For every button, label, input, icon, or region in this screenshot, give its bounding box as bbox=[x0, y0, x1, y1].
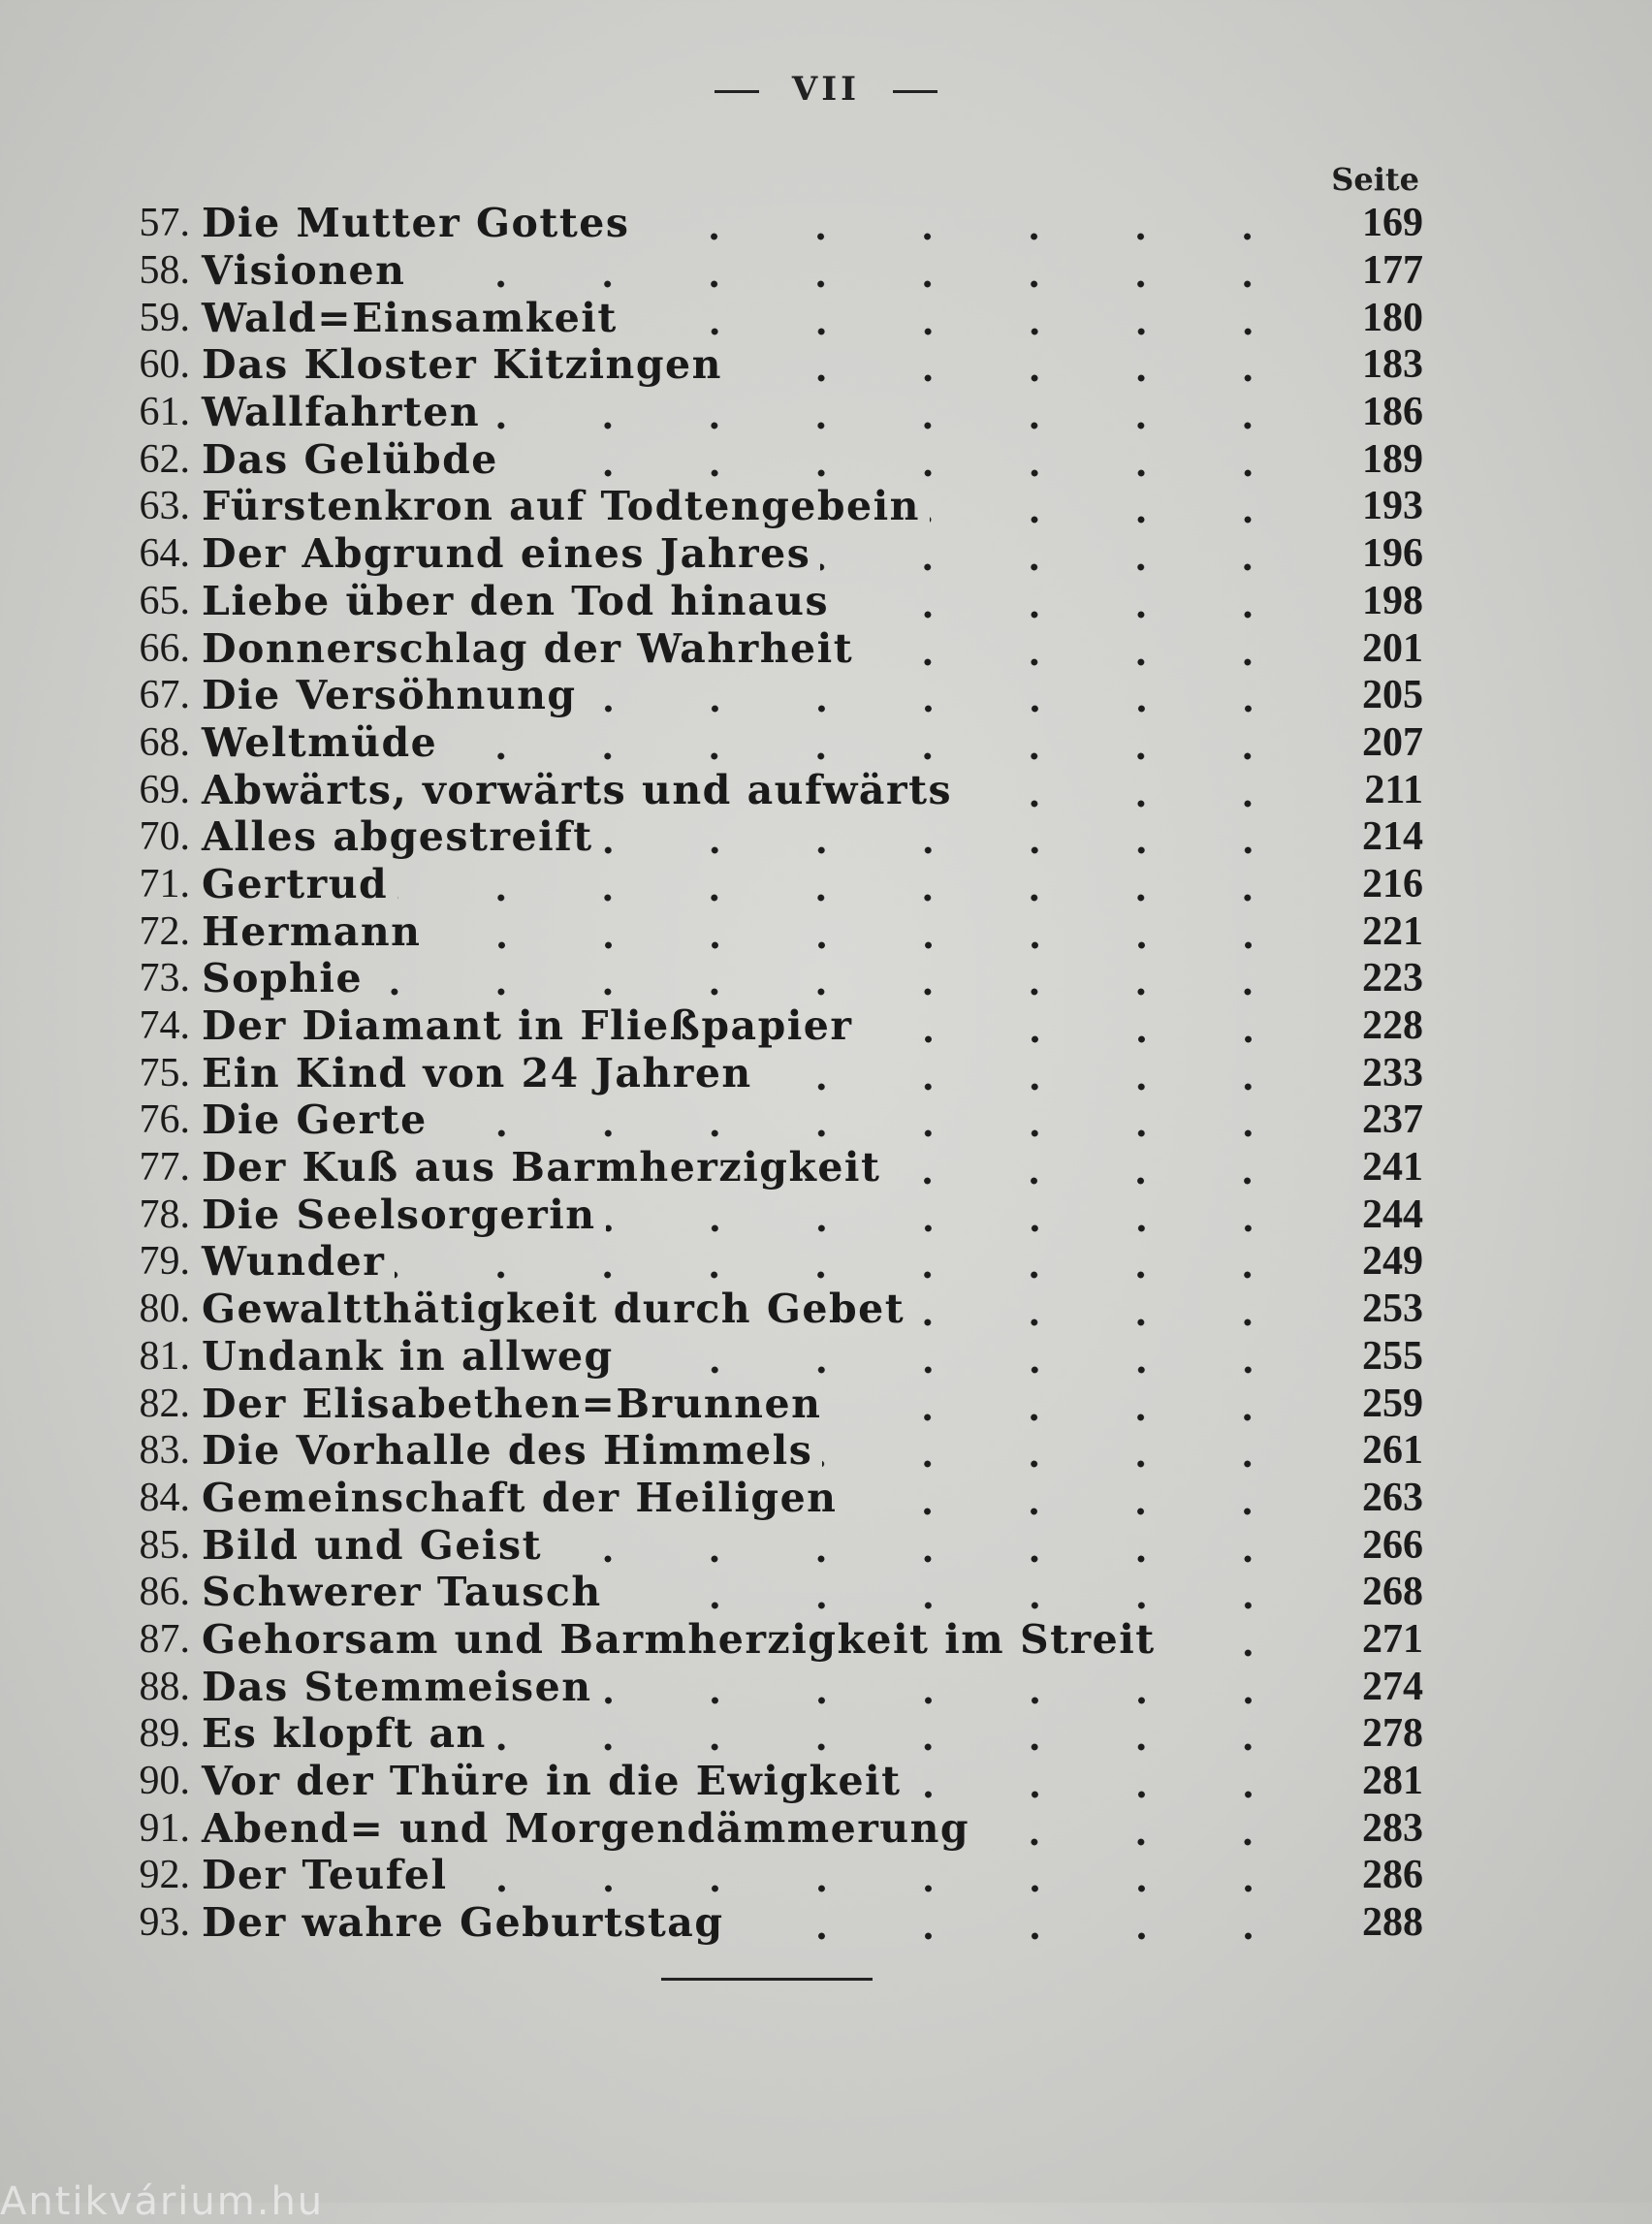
entry-page-number: 278 bbox=[1362, 1711, 1423, 1757]
dot-leader bbox=[627, 295, 1301, 341]
entry-number: 67. bbox=[139, 673, 190, 718]
entry-number: 68. bbox=[139, 719, 190, 765]
toc-entry bbox=[107, 766, 1423, 813]
entry-page-number: 288 bbox=[1362, 1900, 1423, 1946]
entry-title: Die Versöhnung bbox=[202, 672, 577, 719]
entry-page-number: 253 bbox=[1362, 1287, 1423, 1332]
entry-title: Das Gelübde bbox=[202, 435, 498, 483]
entry-page-number: 259 bbox=[1362, 1381, 1423, 1426]
entry-number: 91. bbox=[139, 1805, 190, 1851]
entry-title: Visionen bbox=[202, 247, 406, 295]
entry-page-number: 286 bbox=[1362, 1853, 1423, 1898]
entry-page-number: 281 bbox=[1362, 1759, 1423, 1804]
toc-entry bbox=[107, 1427, 1423, 1475]
dot-leader bbox=[820, 530, 1301, 577]
page-column-label: Seite bbox=[1331, 161, 1419, 198]
toc-entry bbox=[107, 907, 1423, 955]
dot-leader bbox=[914, 1286, 1301, 1332]
dot-leader bbox=[623, 1333, 1301, 1380]
entry-title: Das Stemmeisen bbox=[202, 1663, 592, 1710]
page-header bbox=[0, 70, 1652, 109]
entry-page-number: 216 bbox=[1362, 861, 1423, 906]
entry-title: Es klopft an bbox=[202, 1710, 487, 1758]
entry-number: 65. bbox=[139, 578, 190, 623]
watermark: Antikvárium.hu bbox=[0, 2179, 325, 2224]
entry-number: 72. bbox=[139, 908, 190, 954]
dot-leader bbox=[846, 1475, 1301, 1521]
dot-leader bbox=[496, 1710, 1301, 1757]
entry-number: 90. bbox=[139, 1759, 190, 1804]
dot-leader bbox=[602, 1664, 1301, 1710]
entry-page-number: 214 bbox=[1362, 814, 1423, 860]
entry-number: 70. bbox=[139, 814, 190, 860]
dot-leader bbox=[890, 1144, 1301, 1191]
dot-leader bbox=[552, 1522, 1301, 1569]
toc-entry bbox=[107, 1710, 1423, 1758]
toc-entry bbox=[107, 1144, 1423, 1191]
entry-title: Gewaltthätigkeit durch Gebet bbox=[202, 1286, 905, 1333]
entry-page-number: 180 bbox=[1362, 295, 1423, 340]
entry-number: 86. bbox=[139, 1570, 190, 1615]
toc-entry bbox=[107, 672, 1423, 719]
entry-number: 83. bbox=[139, 1428, 190, 1474]
entry-page-number: 193 bbox=[1362, 484, 1423, 529]
entry-title: Weltmüde bbox=[202, 718, 438, 766]
entry-page-number: 249 bbox=[1362, 1239, 1423, 1285]
toc-entry bbox=[107, 813, 1423, 861]
dot-leader bbox=[606, 1191, 1301, 1238]
dot-leader bbox=[734, 1899, 1301, 1946]
dot-leader bbox=[587, 672, 1301, 718]
dot-leader bbox=[863, 625, 1301, 672]
entry-number: 77. bbox=[139, 1145, 190, 1191]
dot-leader bbox=[395, 1238, 1301, 1285]
entry-page-number: 261 bbox=[1362, 1428, 1423, 1474]
entry-title: Wald=Einsamkeit bbox=[202, 294, 618, 341]
entry-page-number: 177 bbox=[1362, 248, 1423, 294]
entry-title: Donnerschlag der Wahrheit bbox=[202, 624, 854, 672]
entry-page-number: 274 bbox=[1362, 1664, 1423, 1709]
entry-number: 59. bbox=[139, 295, 190, 340]
dot-leader bbox=[962, 767, 1301, 813]
entry-number: 66. bbox=[139, 625, 190, 671]
entry-number: 82. bbox=[139, 1381, 190, 1426]
entry-title: Alles abgestreift bbox=[202, 813, 593, 861]
dot-leader bbox=[762, 1050, 1301, 1096]
toc-entry bbox=[107, 1238, 1423, 1286]
entry-page-number: 221 bbox=[1362, 908, 1423, 954]
toc-entry bbox=[107, 1475, 1423, 1522]
toc-entry bbox=[107, 1758, 1423, 1805]
entry-title: Der Teufel bbox=[202, 1852, 448, 1899]
entry-number: 62. bbox=[139, 436, 190, 482]
entry-title: Die Gerte bbox=[202, 1096, 428, 1144]
dot-leader bbox=[431, 908, 1302, 955]
dot-leader bbox=[839, 578, 1301, 624]
dot-leader bbox=[1165, 1616, 1301, 1663]
dot-leader bbox=[458, 1852, 1301, 1898]
entry-page-number: 205 bbox=[1362, 673, 1423, 718]
toc-entry bbox=[107, 861, 1423, 908]
toc-entry bbox=[107, 530, 1423, 578]
toc-entry bbox=[107, 1899, 1423, 1947]
dot-leader bbox=[603, 813, 1301, 860]
toc-entry bbox=[107, 341, 1423, 389]
toc-entry bbox=[107, 1191, 1423, 1238]
entry-page-number: 271 bbox=[1362, 1616, 1423, 1662]
toc-entry bbox=[107, 1569, 1423, 1616]
toc-entry bbox=[107, 1286, 1423, 1333]
dot-leader bbox=[911, 1758, 1301, 1804]
entry-page-number: 207 bbox=[1362, 719, 1423, 765]
entry-page-number: 198 bbox=[1362, 578, 1423, 623]
entry-title: Gemeinschaft der Heiligen bbox=[202, 1474, 838, 1521]
toc-entry bbox=[107, 1616, 1423, 1664]
entry-title: Wallfahrten bbox=[202, 389, 481, 436]
toc-entry bbox=[107, 1333, 1423, 1381]
end-rule bbox=[661, 1978, 873, 1981]
entry-number: 73. bbox=[139, 956, 190, 1001]
entry-title: Gertrud bbox=[202, 860, 389, 907]
toc-entry bbox=[107, 1380, 1423, 1427]
entry-number: 81. bbox=[139, 1333, 190, 1379]
dot-leader bbox=[979, 1805, 1301, 1852]
toc-entry bbox=[107, 200, 1423, 247]
entry-number: 61. bbox=[139, 390, 190, 435]
toc-entry bbox=[107, 1002, 1423, 1050]
entry-number: 87. bbox=[139, 1616, 190, 1662]
entry-page-number: 237 bbox=[1362, 1097, 1423, 1143]
entry-title: Schwerer Tausch bbox=[202, 1569, 602, 1616]
dot-leader bbox=[372, 955, 1301, 1001]
entry-number: 57. bbox=[139, 201, 190, 246]
entry-title: Liebe über den Tod hinaus bbox=[202, 577, 830, 624]
entry-title: Abend= und Morgendämmerung bbox=[202, 1804, 970, 1852]
entry-title: Der Elisabethen=Brunnen bbox=[202, 1380, 822, 1427]
entry-title: Abwärts, vorwärts und aufwärts bbox=[202, 766, 953, 813]
entry-number: 84. bbox=[139, 1475, 190, 1520]
entry-number: 58. bbox=[139, 248, 190, 294]
entry-number: 63. bbox=[139, 484, 190, 529]
entry-page-number: 283 bbox=[1362, 1805, 1423, 1851]
entry-number: 71. bbox=[139, 861, 190, 906]
entry-page-number: 263 bbox=[1362, 1475, 1423, 1520]
dot-leader bbox=[863, 1002, 1302, 1049]
entry-title: Der Abgrund eines Jahres bbox=[202, 530, 811, 578]
entry-title: Ein Kind von 24 Jahren bbox=[202, 1049, 752, 1096]
entry-title: Die Mutter Gottes bbox=[202, 200, 630, 247]
dot-leader bbox=[639, 200, 1301, 246]
entry-page-number: 266 bbox=[1362, 1522, 1423, 1568]
header-dash-left bbox=[715, 90, 759, 93]
entry-title: Sophie bbox=[202, 955, 364, 1002]
toc-entry bbox=[107, 389, 1423, 436]
entry-page-number: 255 bbox=[1362, 1333, 1423, 1379]
dot-leader bbox=[732, 341, 1301, 388]
entry-number: 89. bbox=[139, 1711, 190, 1757]
toc-entry bbox=[107, 719, 1423, 767]
toc-entry bbox=[107, 247, 1423, 295]
toc-entry bbox=[107, 624, 1423, 672]
entry-page-number: 244 bbox=[1362, 1191, 1423, 1237]
entry-number: 88. bbox=[139, 1664, 190, 1709]
entry-title: Hermann bbox=[202, 907, 422, 955]
dot-leader bbox=[447, 719, 1301, 766]
entry-number: 80. bbox=[139, 1287, 190, 1332]
entry-number: 92. bbox=[139, 1853, 190, 1898]
dot-leader bbox=[437, 1096, 1301, 1143]
dot-leader bbox=[397, 861, 1301, 907]
entry-page-number: 211 bbox=[1364, 767, 1423, 812]
dot-leader bbox=[508, 436, 1301, 483]
dot-leader bbox=[822, 1427, 1301, 1474]
entry-number: 64. bbox=[139, 531, 190, 577]
dot-leader bbox=[831, 1381, 1301, 1427]
dot-leader bbox=[415, 247, 1301, 294]
entry-page-number: 183 bbox=[1362, 342, 1423, 388]
entry-page-number: 223 bbox=[1362, 956, 1423, 1001]
entry-number: 78. bbox=[139, 1191, 190, 1237]
entry-title: Fürstenkron auf Todtengebein bbox=[202, 483, 920, 530]
header-dash-right bbox=[893, 90, 937, 93]
entry-page-number: 228 bbox=[1362, 1003, 1423, 1049]
toc-entry bbox=[107, 1049, 1423, 1096]
toc-entry bbox=[107, 1804, 1423, 1852]
entry-title: Der Kuß aus Barmherzigkeit bbox=[202, 1144, 881, 1191]
toc-entry bbox=[107, 483, 1423, 530]
entry-page-number: 189 bbox=[1362, 436, 1423, 482]
entry-title: Vor der Thüre in die Ewigkeit bbox=[202, 1758, 902, 1805]
entry-number: 60. bbox=[139, 342, 190, 388]
entry-page-number: 186 bbox=[1362, 390, 1423, 435]
entry-number: 85. bbox=[139, 1522, 190, 1568]
entry-title: Die Vorhalle des Himmels bbox=[202, 1427, 813, 1475]
toc-entry bbox=[107, 1521, 1423, 1569]
entry-title: Der wahre Geburtstag bbox=[202, 1899, 724, 1947]
entry-number: 93. bbox=[139, 1900, 190, 1946]
entry-title: Gehorsam und Barmherzigkeit im Streit bbox=[202, 1615, 1156, 1663]
entry-page-number: 169 bbox=[1362, 201, 1423, 246]
toc-entry bbox=[107, 1663, 1423, 1710]
table-of-contents bbox=[107, 200, 1423, 1946]
toc-entry bbox=[107, 1096, 1423, 1144]
dot-leader bbox=[930, 483, 1301, 529]
dot-leader bbox=[490, 389, 1301, 435]
entry-title: Bild und Geist bbox=[202, 1521, 543, 1569]
toc-entry bbox=[107, 955, 1423, 1002]
entry-page-number: 268 bbox=[1362, 1570, 1423, 1615]
entry-number: 79. bbox=[139, 1239, 190, 1285]
entry-number: 75. bbox=[139, 1050, 190, 1096]
toc-entry bbox=[107, 578, 1423, 625]
toc-entry bbox=[107, 1852, 1423, 1899]
entry-title: Die Seelsorgerin bbox=[202, 1191, 596, 1238]
entry-number: 76. bbox=[139, 1097, 190, 1143]
entry-page-number: 201 bbox=[1362, 625, 1423, 671]
entry-title: Der Diamant in Fließpapier bbox=[202, 1002, 853, 1050]
entry-page-number: 233 bbox=[1362, 1050, 1423, 1096]
entry-page-number: 196 bbox=[1362, 531, 1423, 577]
toc-entry bbox=[107, 435, 1423, 483]
entry-page-number: 241 bbox=[1362, 1145, 1423, 1191]
page-number-roman: VII bbox=[791, 70, 861, 109]
entry-number: 74. bbox=[139, 1003, 190, 1049]
entry-title: Undank in allweg bbox=[202, 1332, 614, 1380]
dot-leader bbox=[612, 1569, 1301, 1615]
entry-number: 69. bbox=[139, 767, 190, 812]
entry-title: Das Kloster Kitzingen bbox=[202, 341, 722, 389]
entry-title: Wunder bbox=[202, 1238, 386, 1286]
toc-entry bbox=[107, 294, 1423, 341]
